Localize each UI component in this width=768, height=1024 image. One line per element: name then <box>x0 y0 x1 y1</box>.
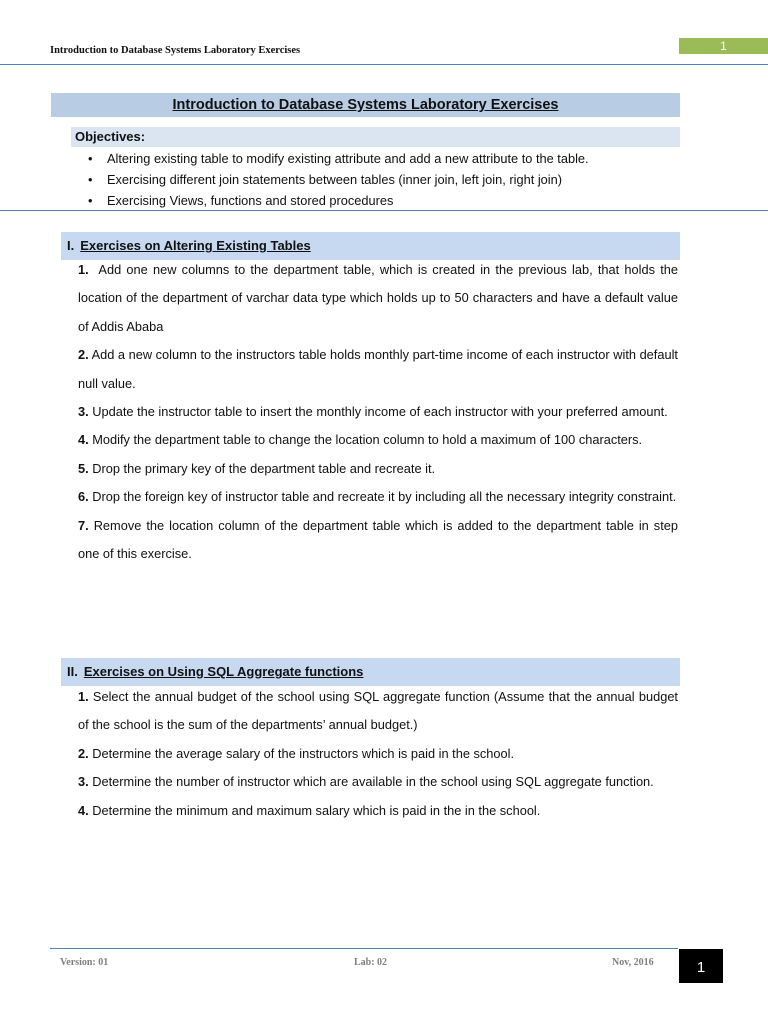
list-item: 2. Add a new column to the instructors table holds monthly part-time income of each instructor with default null value. <box>78 347 678 391</box>
objective-item: • Exercising different join statements between tables (inner join, left join, right join) <box>88 169 589 190</box>
objective-item: • Altering existing table to modify existing attribute and add a new attribute to the table. <box>88 148 589 169</box>
bullet-icon: • <box>88 193 93 208</box>
aggregate-exercise-list <box>78 683 678 825</box>
objective-item: • Exercising Views, functions and stored procedures <box>88 190 589 211</box>
bullet-icon: • <box>88 172 93 187</box>
footer-version: Version: 01 <box>60 957 109 968</box>
section-heading-aggregate <box>61 658 680 686</box>
list-item: 1. Add one new columns to the department table, which is created in the previous lab, that holds the location of the department of varchar data type which holds up to 50 characters and have a default value of Addis Ababa <box>78 262 678 334</box>
header-divider <box>0 64 768 65</box>
list-item: 7. Remove the location column of the department table which is added to the department table in step one of this exercise. <box>78 517 678 562</box>
section-title: Exercises on Using SQL Aggregate functions <box>83 664 364 679</box>
list-item: 6. Drop the foreign key of instructor table and recreate it by including all the necessary integrity constraint. <box>78 489 677 505</box>
bullet-icon: • <box>88 151 93 166</box>
footer-divider <box>50 948 678 949</box>
list-item: 4. Determine the minimum and maximum salary which is paid in the in the school. <box>78 802 541 818</box>
running-header-title: Introduction to Database Systems Laboratory Exercises <box>50 45 301 56</box>
section-numeral: II. <box>67 664 78 679</box>
objectives-list <box>88 148 589 211</box>
section-title: Exercises on Altering Existing Tables <box>80 238 311 253</box>
list-item: 3. Determine the number of instructor which are available in the school using SQL aggregate function. <box>78 774 654 790</box>
footer-page-number: 1 <box>679 949 723 983</box>
footer-date: Nov, 2016 <box>612 957 654 968</box>
list-item: 4. Modify the department table to change the location column to hold a maximum of 100 characters. <box>78 432 643 448</box>
footer-lab: Lab: 02 <box>354 957 388 968</box>
list-item: 3. Update the instructor table to insert the monthly income of each instructor with your preferred amount. <box>78 404 668 420</box>
list-item: 1. Select the annual budget of the school using SQL aggregate function (Assume that the annual budget of the school is the sum of the departments’ annual budget.) <box>78 689 678 733</box>
section-numeral: I. <box>67 238 75 253</box>
header-page-number: 1 <box>679 38 768 54</box>
list-item: 2. Determine the average salary of the instructors which is paid in the school. <box>78 745 515 761</box>
objectives-heading: Objectives: <box>71 127 680 147</box>
altering-exercise-list <box>78 256 678 568</box>
document-title: Introduction to Database Systems Laboratory Exercises <box>51 93 680 117</box>
objectives-divider <box>0 210 768 211</box>
list-item: 5. Drop the primary key of the department table and recreate it. <box>78 460 436 476</box>
